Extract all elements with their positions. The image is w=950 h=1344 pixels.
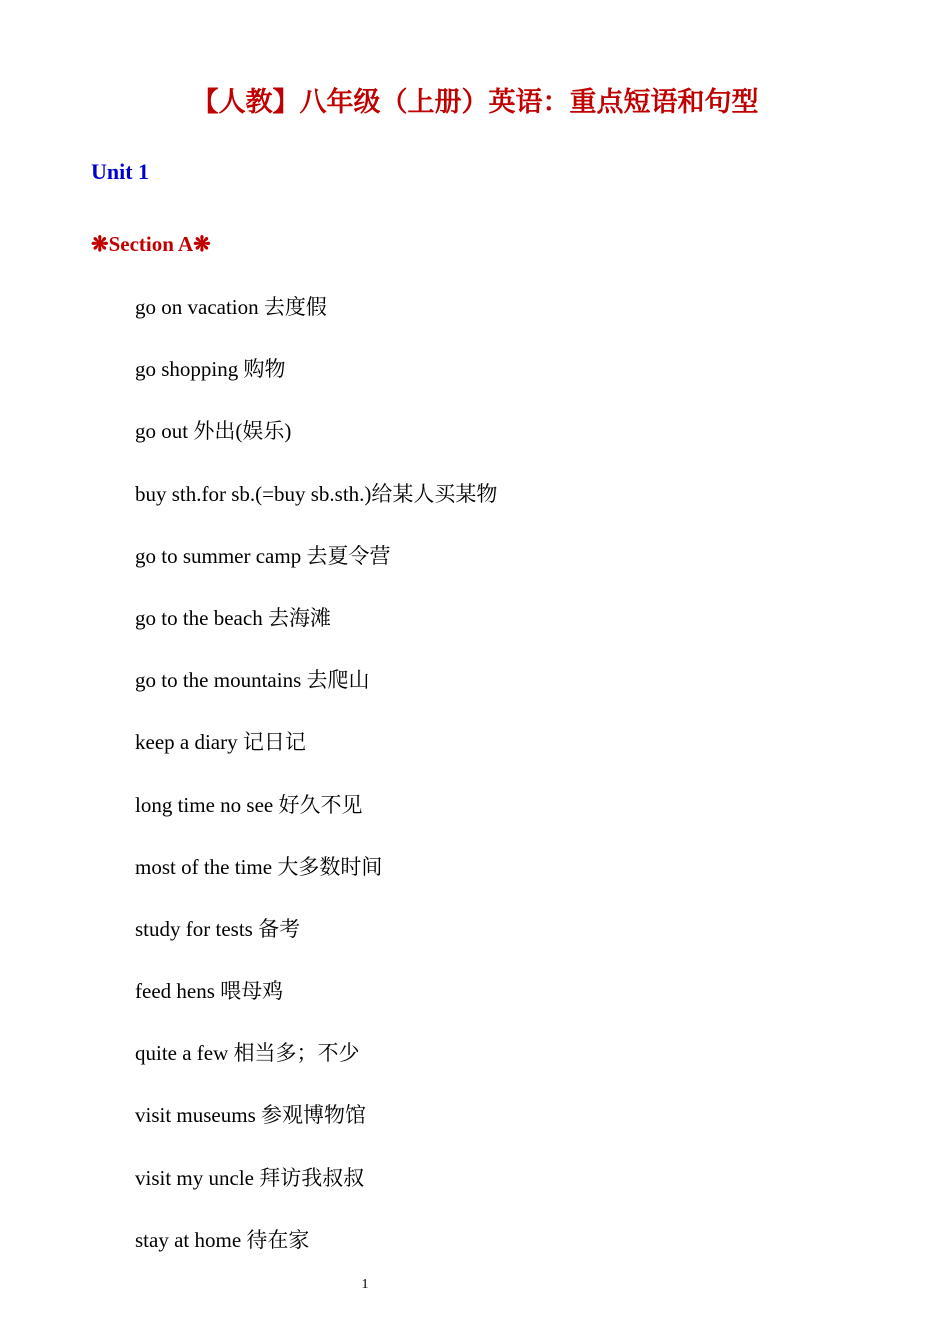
phrase-item: feed hens 喂母鸡	[135, 979, 284, 1004]
phrase-item: keep a diary 记日记	[135, 730, 306, 755]
phrase-item: go out 外出(娱乐)	[135, 419, 292, 444]
phrase-item: buy sth.for sb.(=buy sb.sth.)给某人买某物	[135, 481, 498, 506]
phrase-item: go shopping 购物	[135, 357, 286, 382]
phrase-item: go to summer camp 去夏令营	[135, 543, 391, 568]
phrase-item: go to the mountains 去爬山	[135, 668, 370, 693]
unit-heading: Unit 1	[91, 159, 150, 184]
phrase-item: study for tests 备考	[135, 916, 301, 941]
section-heading: ❋Section A❋	[91, 232, 211, 256]
phrase-item: quite a few 相当多；不少	[135, 1041, 360, 1066]
phrase-item: long time no see 好久不见	[135, 792, 363, 817]
phrase-item: visit my uncle 拜访我叔叔	[135, 1165, 365, 1190]
phrase-item: go to the beach 去海滩	[135, 605, 331, 630]
phrase-item: stay at home 待在家	[135, 1227, 310, 1252]
phrase-item: most of the time 大多数时间	[135, 854, 383, 879]
document-title: 【人教】八年级（上册）英语：重点短语和句型	[191, 87, 759, 117]
phrase-item: visit museums 参观博物馆	[135, 1103, 367, 1128]
page-number: 1	[361, 1277, 369, 1292]
phrase-list	[135, 290, 497, 1285]
phrase-item: go on vacation 去度假	[135, 295, 327, 319]
